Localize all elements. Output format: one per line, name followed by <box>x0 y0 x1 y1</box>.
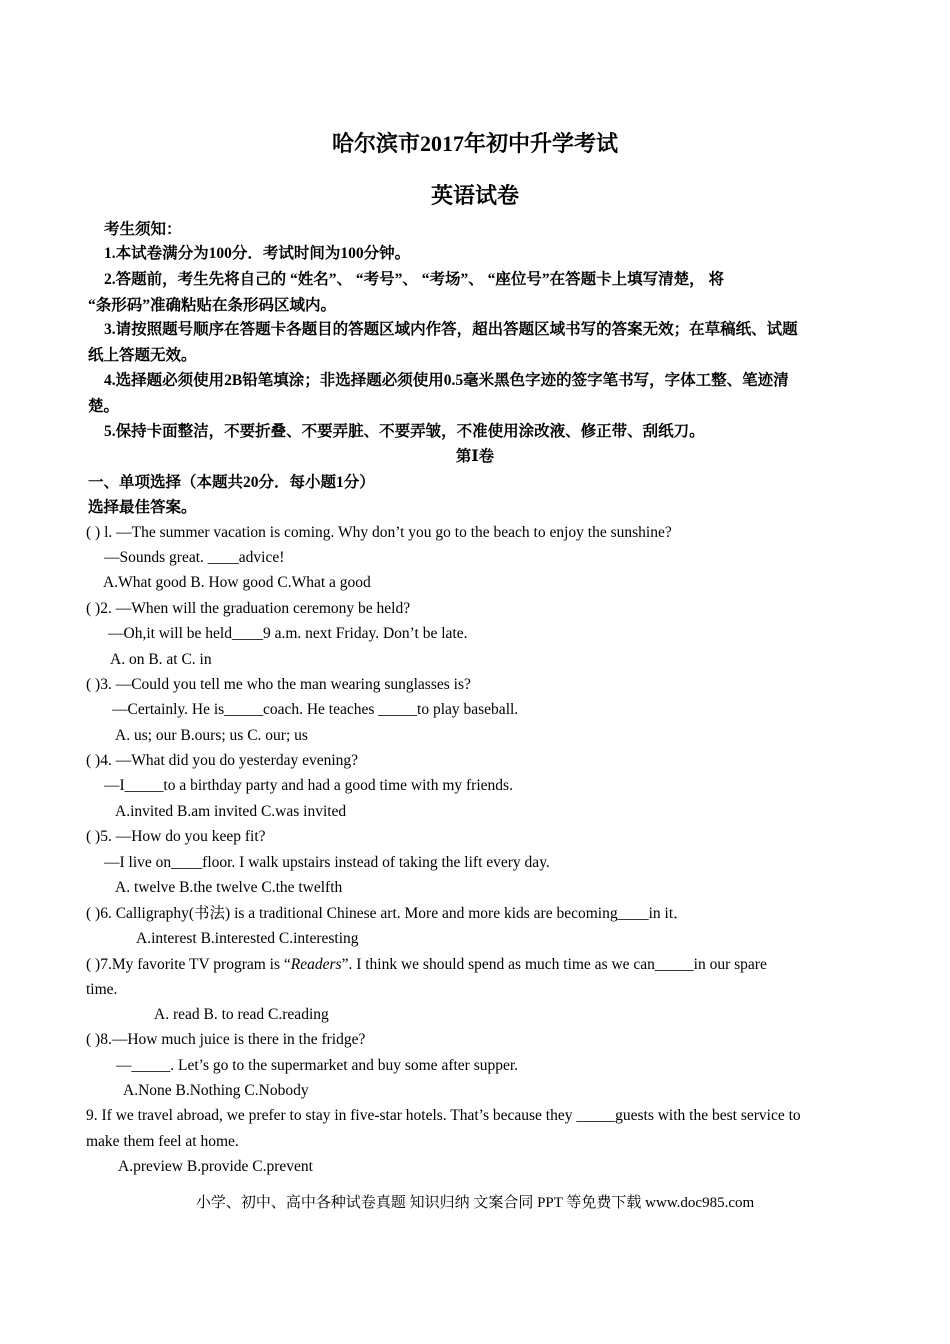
question-1-stem: ( ) l. —The summer vacation is coming. Why don’t you go to the beach to enjoy the sunshine? <box>86 524 672 541</box>
question-2-stem: ( )2. —When will the graduation ceremony be held? <box>86 600 411 617</box>
section-title: 一、单项选择（本题共20分．每小题1分） <box>88 474 375 491</box>
question-2-options: A. on B. at C. in <box>110 651 212 668</box>
question-7-options: A. read B. to read C.reading <box>154 1006 329 1023</box>
notice-item-3-cont: 纸上答题无效。 <box>88 347 197 364</box>
question-1-reply: —Sounds great. ____advice! <box>104 549 285 566</box>
question-5-stem: ( )5. —How do you keep fit? <box>86 828 266 845</box>
exam-subtitle: 英语试卷 <box>430 183 519 208</box>
question-9-options: A.preview B.provide C.prevent <box>118 1158 313 1175</box>
notice-item-3: 3.请按照题号顺序在答题卡各题目的答题区域内作答，超出答题区域书写的答案无效；在草稿纸、试题 <box>104 321 798 338</box>
question-7-stem-start: ( )7.My favorite TV program is “ <box>86 956 291 973</box>
question-3-stem: ( )3. —Could you tell me who the man wearing sunglasses is? <box>86 676 471 693</box>
notice-heading: 考生须知： <box>104 221 182 238</box>
question-5-options: A. twelve B.the twelve C.the twelfth <box>115 879 343 896</box>
notice-item-2: 2.答题前，考生先将自己的 “姓名”、 “考号”、 “考场”、 “座位号”在答题卡上填写清楚， 将 <box>104 271 725 288</box>
exam-title: 哈尔滨市2017年初中升学考试 <box>331 131 618 156</box>
question-6-options: A.interest B.interested C.interesting <box>136 930 359 947</box>
question-8-stem: ( )8.—How much juice is there in the fridge? <box>86 1031 366 1048</box>
notice-item-4: 4.选择题必须使用2B铅笔填涂；非选择题必须使用0.5毫米黑色字迹的签字笔书写，字体工整、笔迹清 <box>104 372 789 389</box>
question-3-reply: —Certainly. He is_____coach. He teaches _____to play baseball. <box>112 701 519 718</box>
question-8-options: A.None B.Nothing C.Nobody <box>123 1082 309 1099</box>
question-7-program-name: Readers <box>290 956 342 973</box>
question-1-options: A.What good B. How good C.What a good <box>103 574 371 591</box>
question-2-reply: —Oh,it will be held____9 a.m. next Friday. Don’t be late. <box>108 625 468 642</box>
notice-item-4-cont: 楚。 <box>88 398 120 415</box>
question-3-options: A. us; our B.ours; us C. our; us <box>115 727 308 744</box>
notice-item-1: 1.本试卷满分为100分．考试时间为100分钟。 <box>104 245 411 262</box>
notice-item-5: 5.保持卡面整洁，不要折叠、不要弄脏、不要弄皱，不准使用涂改液、修正带、刮纸刀。 <box>104 423 705 440</box>
question-4-options: A.invited B.am invited C.was invited <box>115 803 347 820</box>
question-7-stem-end: ”. I think we should spend as much time as we can_____in our spare <box>341 956 767 973</box>
page-footer: 小学、初中、高中各种试卷真题 知识归纳 文案合同 PPT 等免费下载 www.doc985.com <box>195 1195 755 1211</box>
question-9-stem-cont: make them feel at home. <box>86 1133 239 1150</box>
question-8-reply: —_____. Let’s go to the supermarket and buy some after supper. <box>116 1057 519 1074</box>
question-7-stem <box>86 955 767 975</box>
question-9-stem: 9. If we travel abroad, we prefer to stay in five-star hotels. That’s because they _____guests with the best service to <box>86 1107 801 1124</box>
question-5-reply: —I live on____floor. I walk upstairs instead of taking the lift every day. <box>104 854 550 871</box>
question-4-reply: —I_____to a birthday party and had a good time with my friends. <box>104 777 513 794</box>
question-4-stem: ( )4. —What did you do yesterday evening? <box>86 752 359 769</box>
volume-label: 第Ⅰ卷 <box>455 448 495 465</box>
question-7-stem-cont: time. <box>86 981 118 998</box>
notice-item-2-cont: “条形码”准确粘贴在条形码区域内。 <box>88 297 337 314</box>
section-instruction: 选择最佳答案。 <box>88 499 197 516</box>
question-6-stem: ( )6. Calligraphy(书法) is a traditional Chinese art. More and more kids are becoming____in it． <box>86 905 689 922</box>
